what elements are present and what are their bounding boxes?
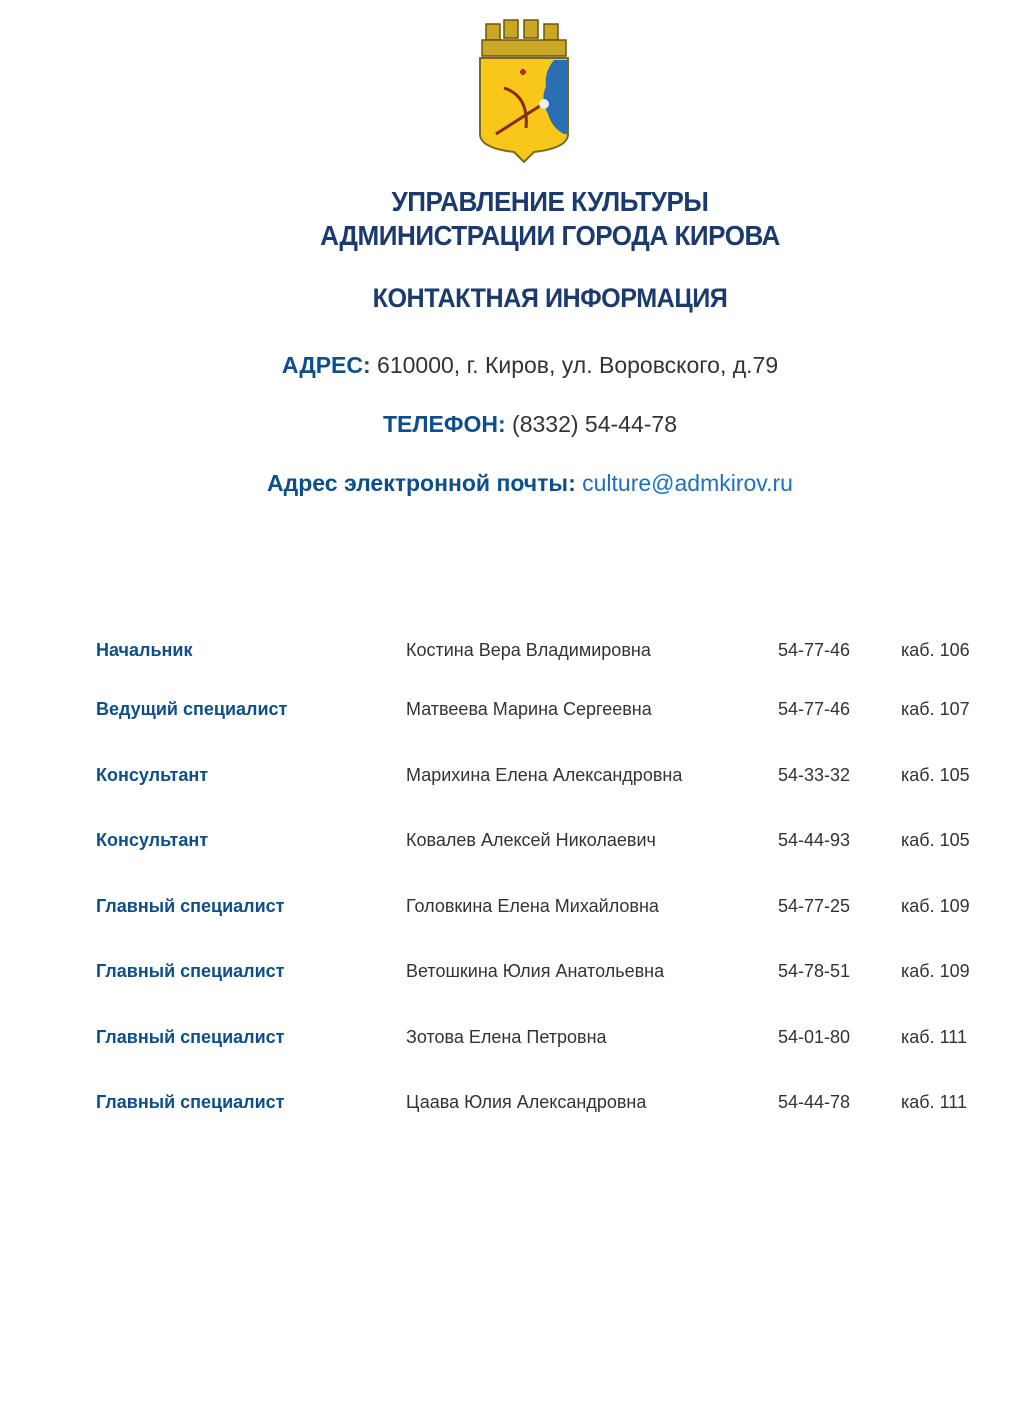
staff-phone: 54-77-25 bbox=[778, 896, 851, 916]
table-row bbox=[0, 699, 1024, 729]
staff-phone: 54-44-78 bbox=[778, 1092, 851, 1112]
staff-room: каб. 109 bbox=[901, 961, 970, 981]
table-row bbox=[0, 1092, 1024, 1122]
staff-phone: 54-44-93 bbox=[778, 830, 851, 850]
address-value: 610000, г. Киров, ул. Воровского, д.79 bbox=[370, 352, 779, 378]
staff-position: Консультант bbox=[96, 830, 209, 850]
staff-room: каб. 105 bbox=[901, 765, 970, 785]
staff-position: Консультант bbox=[96, 765, 209, 785]
staff-name: Костина Вера Владимировна bbox=[406, 640, 651, 660]
staff-room: каб. 107 bbox=[901, 699, 970, 719]
staff-name: Головкина Елена Михайловна bbox=[406, 896, 659, 916]
staff-position: Главный специалист bbox=[96, 1027, 285, 1047]
staff-position: Начальник bbox=[96, 640, 193, 660]
phone-label: ТЕЛЕФОН: bbox=[382, 411, 506, 437]
address-line bbox=[0, 352, 1024, 379]
staff-room: каб. 111 bbox=[901, 1092, 967, 1112]
table-row bbox=[0, 830, 1024, 860]
organization-title-line1: УПРАВЛЕНИЕ КУЛЬТУРЫ bbox=[391, 186, 709, 217]
phone-value: (8332) 54-44-78 bbox=[505, 411, 677, 437]
staff-room: каб. 105 bbox=[901, 830, 970, 850]
staff-phone: 54-77-46 bbox=[778, 640, 851, 660]
email-label: Адрес электронной почты: bbox=[267, 470, 576, 496]
staff-name: Ковалев Алексей Николаевич bbox=[406, 830, 656, 850]
email-link[interactable]: culture@admkirov.ru bbox=[582, 470, 793, 496]
staff-position: Главный специалист bbox=[96, 1092, 285, 1112]
table-row bbox=[0, 640, 1024, 670]
kirov-coat-of-arms-emblem bbox=[474, 16, 574, 168]
staff-room: каб. 106 bbox=[901, 640, 970, 660]
table-row bbox=[0, 765, 1024, 795]
staff-phone: 54-77-46 bbox=[778, 699, 851, 719]
address-label: АДРЕС: bbox=[281, 352, 371, 378]
staff-position: Главный специалист bbox=[96, 961, 285, 981]
contact-info-heading: КОНТАКТНАЯ ИНФОРМАЦИЯ bbox=[372, 283, 728, 313]
staff-name: Марихина Елена Александровна bbox=[406, 765, 683, 785]
staff-room: каб. 111 bbox=[901, 1027, 967, 1047]
phone-line bbox=[0, 411, 1024, 438]
staff-name: Ветошкина Юлия Анатольевна bbox=[406, 961, 665, 981]
table-row bbox=[0, 896, 1024, 926]
staff-name: Цаава Юлия Александровна bbox=[406, 1092, 647, 1112]
table-row bbox=[0, 1027, 1024, 1057]
staff-position: Главный специалист bbox=[96, 896, 285, 916]
staff-phone: 54-33-32 bbox=[778, 765, 851, 785]
staff-position: Ведущий специалист bbox=[96, 699, 288, 719]
staff-phone: 54-78-51 bbox=[778, 961, 851, 981]
staff-name: Матвеева Марина Сергеевна bbox=[406, 699, 652, 719]
organization-title-line2: АДМИНИСТРАЦИИ ГОРОДА КИРОВА bbox=[320, 220, 780, 251]
staff-room: каб. 109 bbox=[901, 896, 970, 916]
staff-name: Зотова Елена Петровна bbox=[406, 1027, 607, 1047]
staff-phone: 54-01-80 bbox=[778, 1027, 851, 1047]
email-line bbox=[0, 470, 1024, 497]
table-row bbox=[0, 961, 1024, 991]
